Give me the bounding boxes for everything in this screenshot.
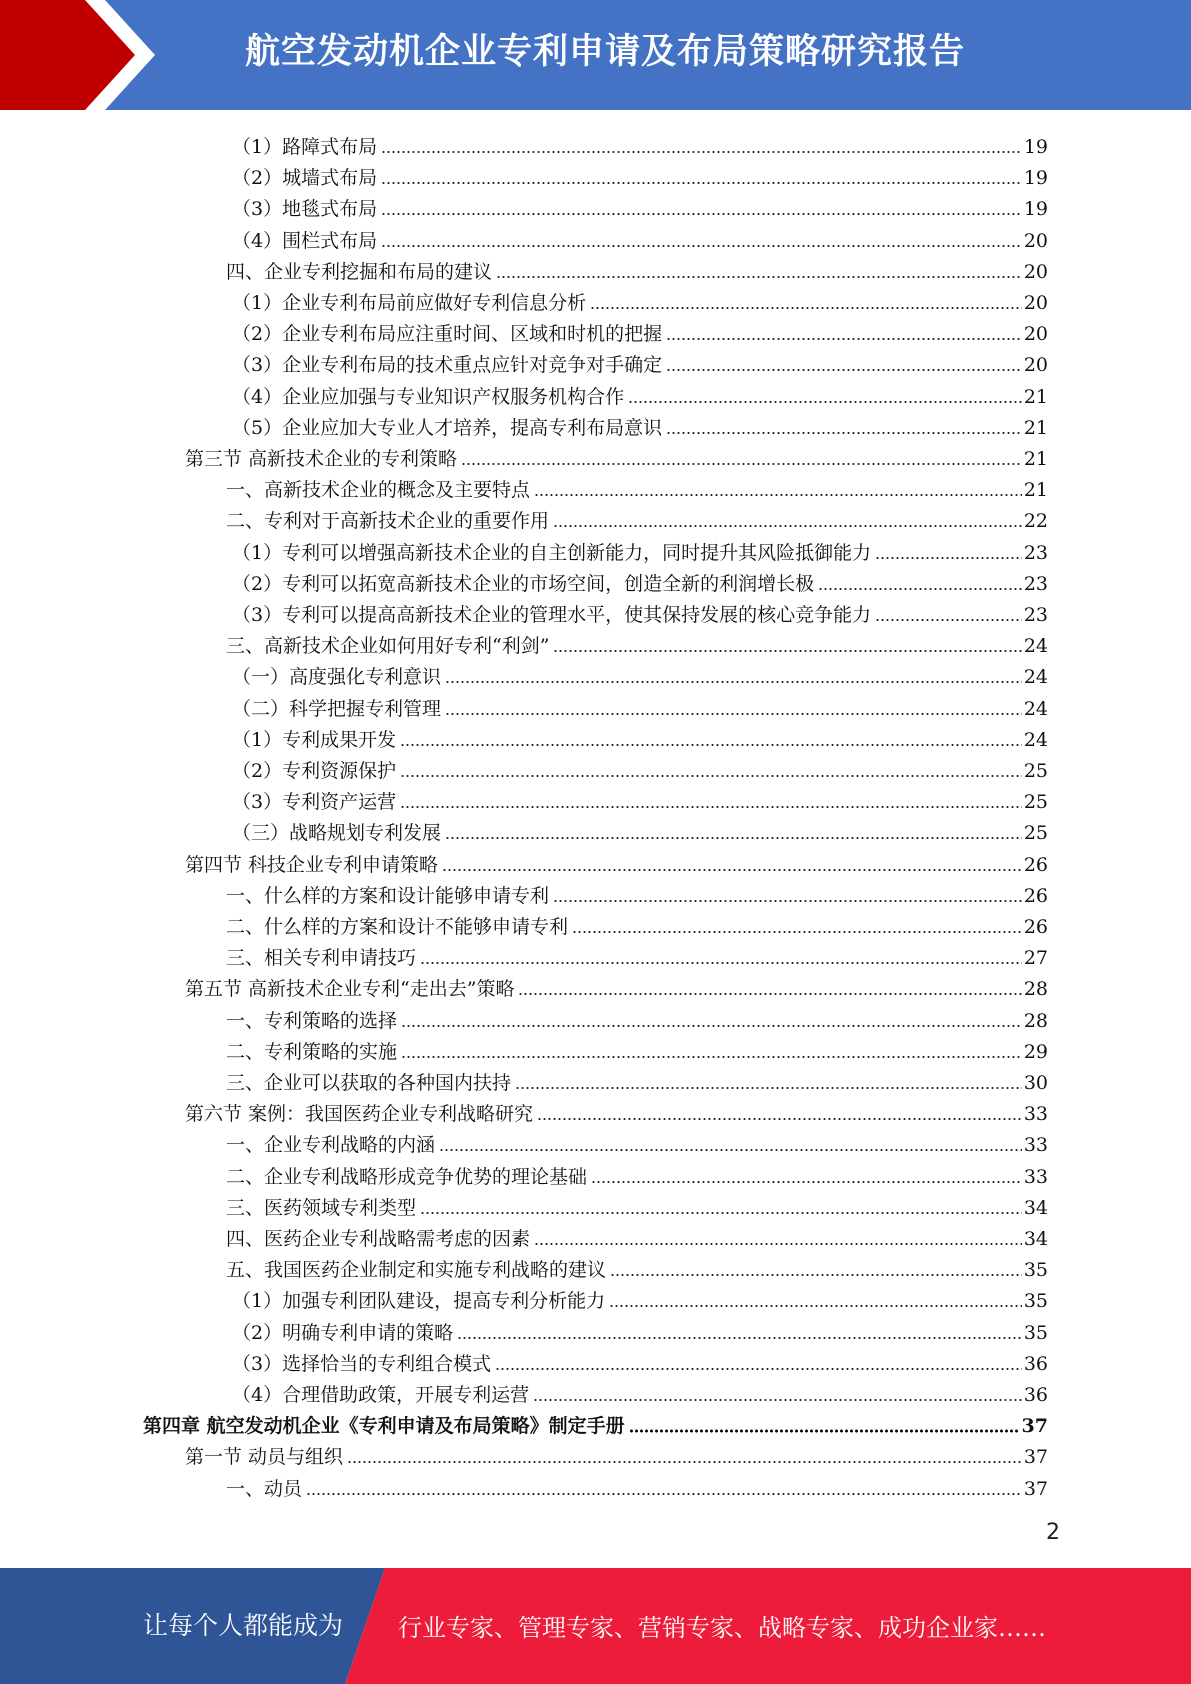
toc-entry-page: 37 [1023,1477,1048,1500]
toc-dot-leader [381,163,1022,185]
toc-entry[interactable] [226,1001,1048,1032]
toc-entry-page: 34 [1023,1196,1048,1219]
toc-entry-page: 20 [1023,229,1048,252]
toc-entry[interactable] [185,1094,1048,1125]
toc-entry-page: 36 [1023,1352,1048,1375]
toc-dot-leader [553,506,1022,528]
toc-entry[interactable] [226,470,1048,501]
toc-entry-title: （1）加强专利团队建设，提高专利分析能力 [232,1290,606,1313]
toc-entry-title: 一、专利策略的选择 [226,1009,398,1032]
toc-entry-page: 20 [1023,323,1048,346]
toc-entry-page: 30 [1023,1072,1048,1094]
toc-entry-title: （3）企业专利布局的技术重点应针对竞争对手确定 [232,354,663,377]
toc-entry[interactable] [226,1157,1048,1188]
toc-dot-leader [534,475,1022,497]
toc-entry-title: 二、什么样的方案和设计不能够申请专利 [226,916,569,938]
toc-dot-leader [628,382,1022,404]
toc-entry-page: 24 [1023,728,1048,751]
toc-entry[interactable] [226,1188,1048,1219]
toc-entry-page: 25 [1023,822,1048,845]
toc-entry-title: （三）战略规划专利发展 [232,822,442,845]
page-number: 2 [1046,1520,1060,1545]
toc-entry-page: 26 [1023,916,1048,938]
toc-entry-title: （3）专利可以提高高新技术企业的管理水平，使其保持发展的核心竞争能力 [232,604,872,626]
toc-entry-page: 23 [1023,572,1048,595]
toc-dot-leader [445,662,1022,684]
toc-entry-page: 21 [1023,479,1048,502]
toc-entry-page: 37 [1021,1415,1048,1438]
toc-entry-title: 一、什么样的方案和设计能够申请专利 [226,884,550,907]
toc-dot-leader [445,818,1022,840]
toc-entry[interactable] [226,1469,1048,1500]
toc-entry-page: 24 [1023,697,1048,720]
toc-entry[interactable] [226,501,1048,532]
toc-entry-title: （5）企业应加大专业人才培养，提高专利布局意识 [232,416,663,439]
toc-entry-title: 四、企业专利挖掘和布局的建议 [226,260,493,283]
toc-entry-title: 第四章 航空发动机企业《专利申请及布局策略》制定手册 [143,1415,625,1438]
toc-dot-leader [590,288,1022,310]
toc-entry-title: 第一节 动员与组织 [185,1446,344,1469]
toc-entry-page: 33 [1023,1134,1048,1157]
toc-dot-leader [381,226,1022,248]
toc-entry-title: （2）专利可以拓宽高新技术企业的市场空间，创造全新的利润增长极 [232,572,815,595]
toc-entry[interactable] [226,1032,1048,1063]
toc-entry[interactable] [232,564,1048,595]
toc-entry[interactable] [226,252,1048,283]
footer-slogan-right: 行业专家、管理专家、营销专家、战略专家、成功企业家…… [398,1614,1046,1642]
toc-entry-page: 21 [1023,448,1048,470]
toc-dot-leader [420,1193,1022,1215]
toc-entry[interactable] [185,439,1048,470]
toc-entry-title: （2）城墙式布局 [232,167,378,190]
toc-entry-title: 三、高新技术企业如何用好专利“利剑” [226,635,550,658]
toc-entry-title: 二、企业专利战略形成竞争优势的理论基础 [226,1165,588,1188]
toc-entry-page: 37 [1023,1446,1048,1469]
toc-entry-title: 三、企业可以获取的各种国内扶持 [226,1072,512,1094]
toc-entry-title: 第六节 案例：我国医药企业专利战略研究 [185,1103,534,1126]
toc-entry-title: （1）专利成果开发 [232,728,397,751]
toc-entry-title: （二）科学把握专利管理 [232,697,442,720]
toc-dot-leader [306,1474,1022,1496]
toc-dot-leader [553,881,1022,903]
toc-entry[interactable] [232,1375,1048,1406]
toc-dot-leader [818,569,1022,591]
toc-entry-page: 36 [1023,1384,1048,1406]
toc-entry-page: 23 [1023,604,1048,626]
toc-entry-title: 二、专利策略的实施 [226,1040,398,1063]
toc-entry-title: （2）企业专利布局应注重时间、区域和时机的把握 [232,323,663,346]
toc-entry[interactable] [185,969,1048,1000]
toc-entry[interactable] [226,626,1048,657]
toc-entry-title: （4）合理借助政策，开展专利运营 [232,1384,530,1406]
toc-entry[interactable] [143,1406,1048,1437]
toc-entry-title: （3）选择恰当的专利组合模式 [232,1352,492,1375]
toc-entry-page: 25 [1023,760,1048,782]
toc-entry-title: （一）高度强化专利意识 [232,666,442,689]
toc-entry-title: 第四节 科技企业专利申请策略 [185,853,439,876]
toc-entry-page: 19 [1023,136,1048,158]
toc-entry-page: 19 [1023,167,1048,190]
toc-entry-title: （2）明确专利申请的策略 [232,1321,454,1344]
toc-entry[interactable] [232,127,1048,158]
footer-slogan-left: 让每个人都能成为 [143,1611,344,1640]
toc-entry-page: 22 [1023,510,1048,533]
toc-dot-leader [442,850,1022,872]
toc-entry[interactable] [232,189,1048,220]
toc-entry[interactable] [232,377,1048,408]
toc-entry-title: 一、企业专利战略的内涵 [226,1134,436,1157]
toc-entry[interactable] [232,720,1048,751]
toc-entry-title: 第三节 高新技术企业的专利策略 [185,448,458,470]
toc-entry-page: 28 [1023,978,1048,1001]
toc-entry-page: 34 [1023,1228,1048,1250]
toc-dot-leader [496,257,1022,279]
toc-dot-leader [400,725,1022,747]
toc-dot-leader [666,413,1022,435]
toc-entry[interactable] [232,221,1048,252]
toc-entry-page: 20 [1023,292,1048,314]
toc-dot-leader [495,1349,1022,1371]
toc-dot-leader [610,1255,1022,1277]
toc-entry-page: 29 [1023,1040,1048,1063]
toc-entry-page: 26 [1023,884,1048,907]
toc-entry-title: （3）专利资产运营 [232,791,397,814]
toc-entry-page: 28 [1023,1009,1048,1032]
toc-entry-page: 35 [1023,1290,1048,1313]
toc-dot-leader [875,600,1022,622]
toc-dot-leader [609,1286,1022,1308]
toc-entry-page: 24 [1023,635,1048,658]
toc-dot-leader [629,1411,1020,1433]
toc-entry[interactable] [226,1250,1048,1281]
toc-entry-title: 一、高新技术企业的概念及主要特点 [226,479,531,502]
toc-entry[interactable] [226,938,1048,969]
toc-dot-leader [534,1224,1022,1246]
toc-entry[interactable] [232,813,1048,844]
toc-entry[interactable] [232,657,1048,688]
toc-dot-leader [875,538,1022,560]
toc-dot-leader [381,194,1022,216]
toc-entry[interactable] [232,689,1048,720]
toc-entry[interactable] [232,408,1048,439]
toc-entry-title: （1）路障式布局 [232,136,378,158]
toc-entry-title: 五、我国医药企业制定和实施专利战略的建议 [226,1259,607,1282]
toc-entry-page: 27 [1023,947,1048,970]
toc-dot-leader [572,912,1022,934]
toc-entry[interactable] [185,1437,1048,1468]
toc-entry[interactable] [232,158,1048,189]
toc-entry[interactable] [232,283,1048,314]
toc-entry-page: 19 [1023,198,1048,221]
toc-dot-leader [439,1130,1022,1152]
toc-entry-page: 21 [1023,385,1048,408]
toc-dot-leader [537,1099,1022,1121]
toc-entry-title: （4）围栏式布局 [232,229,378,252]
toc-entry[interactable] [226,1125,1048,1156]
toc-dot-leader [420,943,1022,965]
toc-entry-page: 35 [1023,1259,1048,1282]
toc-dot-leader [533,1380,1022,1402]
toc-entry[interactable] [232,1313,1048,1344]
toc-entry-page: 23 [1023,541,1048,564]
toc-dot-leader [461,444,1022,466]
toc-entry[interactable] [232,595,1048,626]
toc-dot-leader [381,132,1022,154]
toc-entry-page: 35 [1023,1321,1048,1344]
toc-dot-leader [401,1037,1022,1059]
toc-entry-page: 33 [1023,1165,1048,1188]
toc-entry-page: 33 [1023,1103,1048,1126]
toc-entry[interactable] [232,1344,1048,1375]
toc-entry[interactable] [232,345,1048,376]
toc-dot-leader [347,1442,1022,1464]
toc-entry-title: 三、相关专利申请技巧 [226,947,417,970]
toc-entry-title: 一、动员 [226,1477,303,1500]
toc-entry-page: 20 [1023,260,1048,283]
toc-entry[interactable] [226,876,1048,907]
toc-entry[interactable] [185,845,1048,876]
toc-dot-leader [445,694,1022,716]
toc-entry-page: 25 [1023,791,1048,814]
toc-entry-page: 20 [1023,354,1048,377]
toc-dot-leader [666,350,1022,372]
toc-entry-page: 21 [1023,416,1048,439]
toc-entry-title: （3）地毯式布局 [232,198,378,221]
toc-entry-title: 二、专利对于高新技术企业的重要作用 [226,510,550,533]
toc-entry[interactable] [226,1219,1048,1250]
toc-entry-title: （1）企业专利布局前应做好专利信息分析 [232,292,587,314]
toc-entry-title: （4）企业应加强与专业知识产权服务机构合作 [232,385,625,408]
toc-entry[interactable] [232,1281,1048,1312]
toc-entry[interactable] [232,314,1048,345]
toc-dot-leader [553,631,1021,653]
toc-entry-page: 24 [1023,666,1048,689]
page-footer [0,1568,1191,1684]
toc-dot-leader [591,1162,1022,1184]
toc-entry-title: 三、医药领域专利类型 [226,1196,417,1219]
toc-dot-leader [401,1006,1022,1028]
toc-dot-leader [515,1068,1022,1090]
toc-dot-leader [400,787,1022,809]
toc-entry[interactable] [232,533,1048,564]
toc-entry[interactable] [232,782,1048,813]
toc-entry[interactable] [226,907,1048,938]
toc-entry[interactable] [232,751,1048,782]
toc-dot-leader [457,1318,1022,1340]
toc-entry[interactable] [226,1063,1048,1094]
page-header [0,0,1191,110]
toc-dot-leader [518,974,1021,996]
header-title: 航空发动机企业专利申请及布局策略研究报告 [245,32,966,72]
toc-entry-title: （2）专利资源保护 [232,760,397,782]
toc-entry-page: 26 [1023,853,1048,876]
toc-entry-title: 四、医药企业专利战略需考虑的因素 [226,1228,531,1250]
toc-dot-leader [400,756,1022,778]
toc-dot-leader [666,319,1022,341]
toc-entry-title: 第五节 高新技术企业专利“走出去”策略 [185,978,515,1001]
toc-entry-title: （1）专利可以增强高新技术企业的自主创新能力，同时提升其风险抵御能力 [232,541,872,564]
